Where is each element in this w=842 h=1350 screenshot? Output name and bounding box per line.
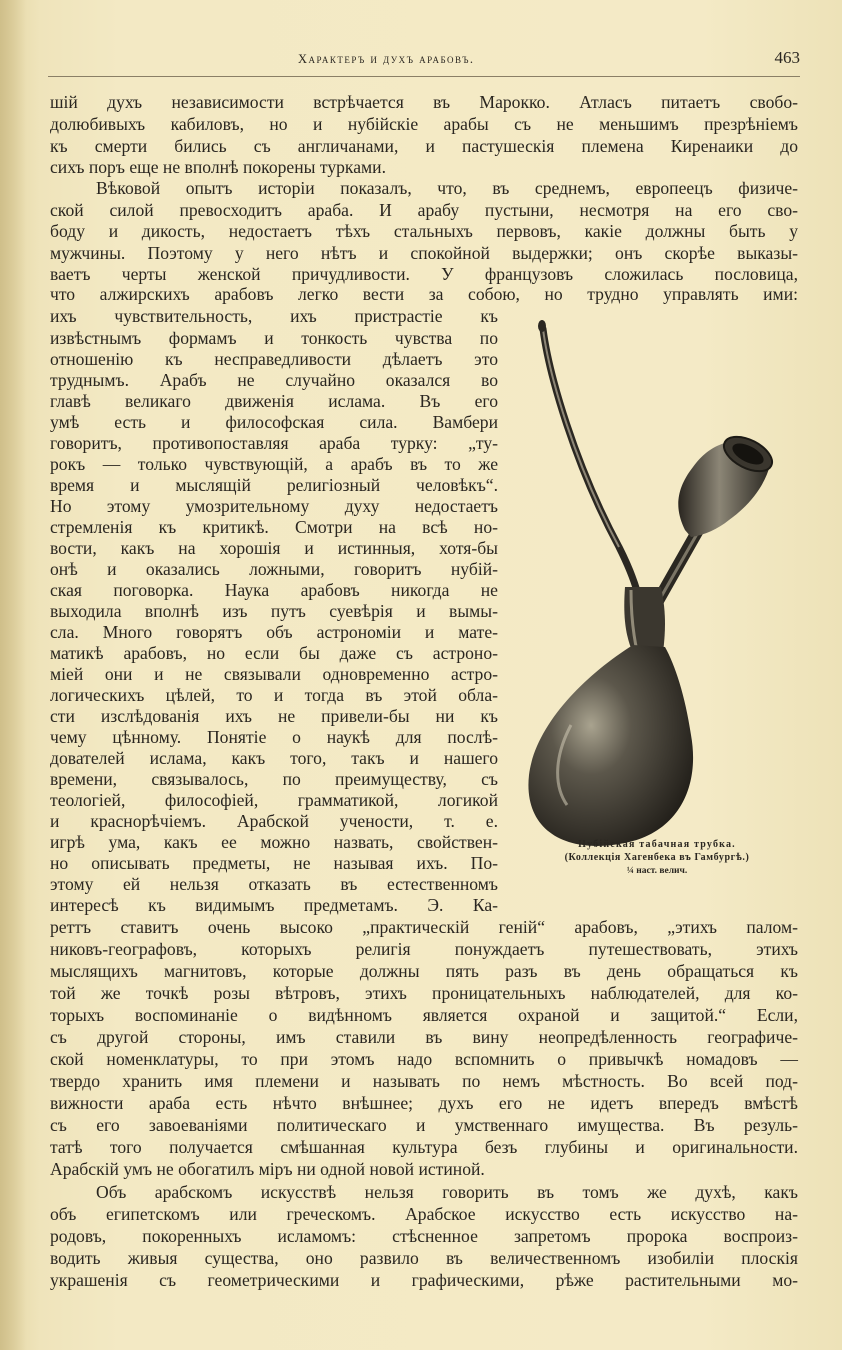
text-line: той же точкѣ розы вѣтровъ, этихъ проницательныхъ наблюдателей, для ко- [50,983,798,1003]
text-line: ихъ чувствительность, ихъ пристрастіе къ [50,306,498,326]
text-line: міей они и не связывали одновременно астро- [50,664,498,684]
header-rule [48,76,800,77]
text-line: съ другой стороны, имъ ставили въ вину неопредѣленность географиче- [50,1027,798,1047]
running-title: Характеръ и духъ арабовъ. [298,52,475,66]
pipe-illustration [515,315,800,885]
page-number: 463 [774,48,800,67]
text-line: вижности араба есть нѣчто внѣшнее; духъ его не идетъ впередъ вмѣстѣ [50,1093,798,1113]
text-line: Вѣковой опытъ исторіи показалъ, что, въ среднемъ, европеецъ физиче- [96,178,798,198]
text-line: игрѣ ума, какъ ее можно назвать, свойствен- [50,832,498,852]
text-line: водить живыя существа, оно развило въ величественномъ изобиліи плоскія [50,1248,798,1268]
text-line: что алжирскихъ арабовъ легко вести за собою, но трудно управлять ими: [50,284,798,304]
text-line: съ его завоеваніями политическаго и умственнаго имущества. Въ резуль- [50,1115,798,1135]
text-line: говоритъ, противопоставляя араба турку: „ту- [50,433,498,453]
pipe-bulb [528,645,693,846]
text-line: извѣстнымъ формамъ и тонкость чувства по [50,328,498,348]
text-line: главѣ великаго движенія ислама. Въ его [50,391,498,411]
text-line: но описывать предметы, не называя ихъ. По- [50,853,498,873]
text-line: реттъ ставитъ очень высоко „практическій геній“ арабовъ, „этихъ палом- [50,917,798,937]
text-line: сихъ поръ еще не вполнѣ покорены турками. [50,157,386,177]
text-line: долюбивыхъ кабиловъ, но и нубійскіе арабы съ не меньшимъ презрѣніемъ [50,114,798,134]
text-line: времени, связывалось, по преимуществу, съ [50,769,498,789]
page-header [48,48,800,74]
text-line: мужчины. Поэтому у него нѣтъ и спокойной выдержки; онъ скорѣе выказы- [50,243,798,263]
text-line: сти изслѣдованія ихъ не привели-бы ни къ [50,706,498,726]
text-line: никовъ-географовъ, которыхъ религія понуждаетъ путешествовать, этихъ [50,939,798,959]
figure-caption-scale: ¼ наст. велич. [626,866,688,876]
text-line: теологіей, философіей, грамматикой, логикой [50,790,498,810]
text-line: дователей ислама, какъ того, такъ и нашего [50,748,498,768]
figure-caption-title: Нубійская табачная трубка. [578,839,736,850]
text-line: отношенію къ несправедливости дѣлаетъ это [50,349,498,369]
text-line: ской номенклатуры, то при этомъ надо вспомнить о привычкѣ номадовъ — [50,1049,798,1069]
text-line: время и мыслящій религіозный человѣкъ“. [50,475,498,495]
figure-caption-collection: (Коллекція Хагенбека въ Гамбургѣ.) [564,852,750,863]
text-line: Но этому умозрительному духу недостаетъ [50,496,498,516]
text-line: рокъ — только чувствующій, а арабъ въ то же [50,454,498,474]
text-line: твердо хранить имя племени и называть по немъ мѣстность. Во всей под- [50,1071,798,1091]
text-line: труднымъ. Арабъ не случайно оказался во [50,370,498,390]
text-line: интересѣ къ видимымъ предметамъ. Э. Ка- [50,895,498,915]
text-line: боду и дикость, недостаетъ тѣхъ стальныхъ первовъ, какіе должны быть у [50,221,798,241]
text-line: ская поговорка. Наука арабовъ никогда не [50,580,498,600]
text-line: ской силой превосходитъ араба. И арабу пустыни, несмотря на его сво- [50,200,798,220]
text-line: торыхъ воспоминаніе о видѣнномъ является охраной и защитой.“ Если, [50,1005,798,1025]
text-line: матикѣ арабовъ, но если бы даже съ астроно- [50,643,498,663]
text-line: Объ арабскомъ искусствѣ нельзя говорить въ томъ же духѣ, какъ [96,1182,798,1202]
text-line: и краснорѣчіемъ. Арабской учености, т. е. [50,811,498,831]
text-line: сла. Много говорятъ объ астрономіи и мате- [50,622,498,642]
text-line: онѣ и оказались ложными, говоритъ нубій- [50,559,498,579]
text-line: умѣ есть и философская сила. Вамбери [50,412,498,432]
text-line: родовъ, покоренныхъ исламомъ: стѣсненное запретомъ пророка воспроиз- [50,1226,798,1246]
text-line: ваетъ черты женской причудливости. У французовъ сложилась пословица, [50,264,798,284]
text-line: выходила вполнѣ изъ путъ суевѣрія и вымы- [50,601,498,621]
text-line: объ египетскомъ или греческомъ. Арабское искусство есть искусство на- [50,1204,798,1224]
text-line: этому ей нельзя отказать въ естественномъ [50,874,498,894]
text-line: чему цѣнному. Понятіе о наукѣ для послѣ- [50,727,498,747]
text-line: татѣ того получается смѣшанная культура безъ глубины и оригинальности. [50,1137,798,1157]
mouthpiece [538,320,546,332]
text-line: стремленія къ критикѣ. Смотри на всѣ но- [50,517,498,537]
text-line: Арабскій умъ не обогатилъ міръ ни одной новой истиной. [50,1159,485,1179]
text-line: къ смерти бились съ англичанами, и пастушескія племена Киренаики до [50,136,798,156]
book-spine-shadow [0,0,26,1350]
text-line: украшенія съ геометрическими и графическими, рѣже растительными мо- [50,1270,798,1290]
text-line: шій духъ независимости встрѣчается въ Марокко. Атласъ питаетъ свобо- [50,92,798,112]
text-line: вости, какъ на хорошія и истинныя, хотя-бы [50,538,498,558]
text-line: логическихъ цѣлей, то и тогда въ этой обла- [50,685,498,705]
text-line: мыслящихъ магнитовъ, которые должны пять разъ въ день обращаться къ [50,961,798,981]
